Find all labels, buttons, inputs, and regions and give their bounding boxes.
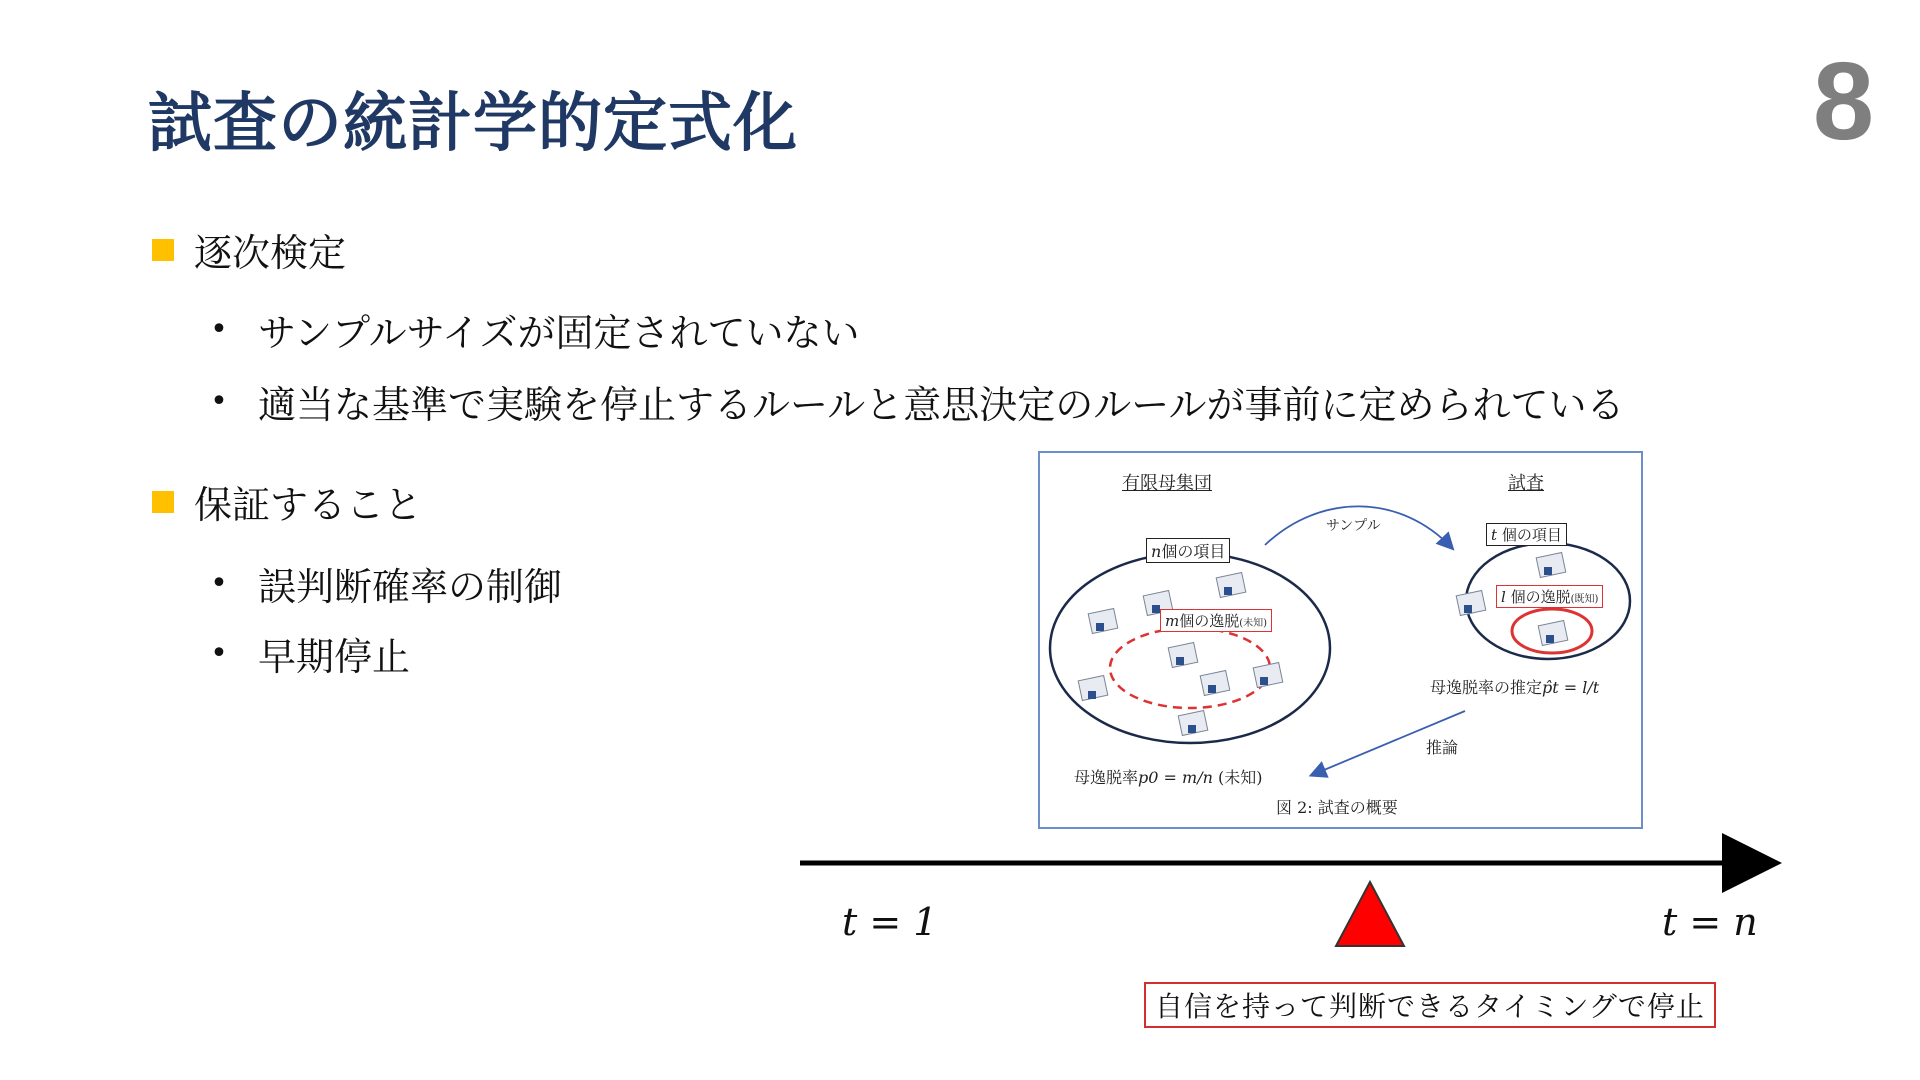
bullet-text: サンプルサイズが固定されていない	[258, 311, 860, 355]
sample-arrow-label: サンプル	[1326, 518, 1381, 534]
timeline-start-label: t = 1	[842, 900, 938, 944]
page-number: 8	[1812, 40, 1874, 163]
bullet-text: 適当な基準で実験を停止するルールと意思決定のルールが事前に定められている	[258, 383, 1625, 427]
estimate-formula: p̂t = l/t	[1542, 678, 1600, 697]
stop-marker-triangle-icon	[1336, 882, 1404, 946]
t-items-label: 個の項目	[1501, 526, 1562, 544]
bullet-dot-icon: •	[210, 384, 228, 419]
n-items-label: 個の項目	[1161, 542, 1226, 561]
bullet-dot-icon: •	[210, 312, 228, 347]
inference-label: 推論	[1426, 738, 1459, 757]
population-rate-formula: p0 = m/n	[1138, 768, 1213, 787]
t-items-var: t	[1491, 526, 1498, 544]
n-items-var: n	[1151, 542, 1162, 561]
estimate-text: 母逸脱率の推定	[1430, 678, 1543, 697]
bullet-text: 早期停止	[258, 635, 411, 679]
population-rate-text: 母逸脱率	[1074, 768, 1139, 787]
figure-caption: 図 2: 試査の概要	[1276, 798, 1398, 817]
section-heading-label: 逐次検定	[194, 231, 347, 275]
population-rate-note: (未知)	[1217, 768, 1263, 787]
bullet-dot-icon: •	[210, 566, 228, 601]
slide-title: 試査の統計学的定式化	[148, 87, 798, 161]
sample-title: 試査	[1508, 473, 1544, 494]
l-deviations-label: 個の逸脱	[1510, 588, 1571, 606]
m-deviations-label: 個の逸脱	[1179, 612, 1240, 630]
timeline-end-label: t = n	[1662, 900, 1758, 944]
m-deviations-var: m	[1165, 612, 1180, 630]
bullet-text: 誤判断確率の制御	[258, 565, 563, 609]
stop-callout: 自信を持って判断できるタイミングで停止	[1144, 982, 1716, 1028]
m-deviations-note: (未知)	[1239, 618, 1268, 629]
population-title: 有限母集団	[1122, 473, 1212, 494]
l-deviations-note: (既知)	[1570, 594, 1599, 605]
section-heading-label: 保証すること	[194, 483, 423, 527]
bullet-dot-icon: •	[210, 636, 228, 671]
l-deviations-var: l	[1501, 588, 1506, 606]
